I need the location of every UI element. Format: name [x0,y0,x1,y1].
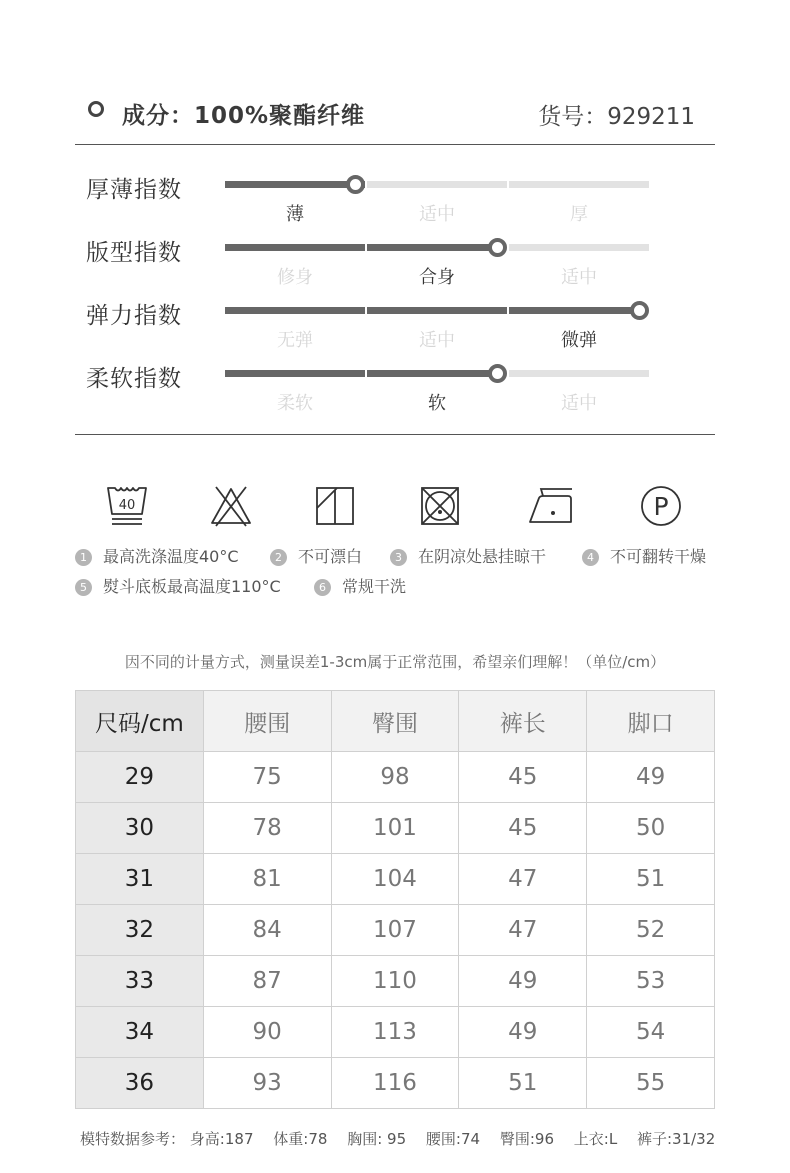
table-cell: 107 [331,905,459,956]
size-cell: 33 [76,956,204,1007]
size-cell: 31 [76,854,204,905]
table-cell: 81 [203,854,331,905]
index-row-elasticity [75,297,715,357]
table-cell: 84 [203,905,331,956]
model-stat: 腰围:74 [425,1130,481,1148]
care-label: 在阴凉处悬挂晾干 [418,547,547,566]
care-label: 不可翻转干燥 [610,547,707,566]
table-cell: 113 [331,1007,459,1058]
care-item-4 [582,544,706,567]
index-segment [225,244,365,251]
table-row [76,752,715,803]
model-stat: 体重:78 [273,1130,328,1148]
model-stat: 裤子:31/32 [636,1130,716,1148]
hang-dry-shade-icon [313,484,357,528]
size-cell: 36 [76,1058,204,1109]
index-segment [509,181,649,188]
index-name: 柔软指数 [86,366,182,392]
circle-bullet-icon [88,101,104,117]
table-cell: 87 [203,956,331,1007]
index-level-label: 薄 [286,204,304,225]
index-name: 弹力指数 [86,303,182,329]
index-marker [630,301,649,320]
model-reference-label: 模特数据参考： [80,1130,186,1148]
care-number-badge: 1 [75,549,92,566]
index-segment [225,307,365,314]
model-stat: 胸围: 95 [347,1130,407,1148]
index-segment [367,244,497,251]
header-cell: 裤长 [459,691,587,752]
table-cell: 90 [203,1007,331,1058]
header-cell: 臀围 [331,691,459,752]
index-level-label: 合身 [419,267,455,288]
table-cell: 110 [331,956,459,1007]
table-cell: 53 [587,956,715,1007]
composition-header [75,92,715,132]
care-item-6 [314,574,406,597]
dry-clean-p-icon [639,484,683,528]
index-row-softness [75,360,715,420]
index-segment [225,370,365,377]
care-label: 最高洗涤温度40°C [103,547,239,566]
index-level-label: 适中 [419,204,455,225]
care-label: 常规干洗 [342,577,407,596]
table-cell: 47 [459,854,587,905]
table-cell: 49 [459,956,587,1007]
index-level-label: 微弹 [561,330,597,351]
table-row [76,803,715,854]
table-cell: 116 [331,1058,459,1109]
care-item-2 [270,544,362,567]
index-segment [509,370,649,377]
care-number-badge: 4 [582,549,599,566]
index-segment [367,181,507,188]
wash-40-icon [105,484,149,528]
model-stat: 身高:187 [189,1130,254,1148]
index-row-thickness [75,171,715,231]
table-cell: 78 [203,803,331,854]
index-level-label: 修身 [277,267,313,288]
table-cell: 45 [459,803,587,854]
table-cell: 104 [331,854,459,905]
size-cell: 29 [76,752,204,803]
item-number: 货号：929211 [538,104,695,130]
size-table [75,690,715,1109]
table-row [76,1007,715,1058]
table-row [76,1058,715,1109]
index-marker [488,364,507,383]
table-cell: 101 [331,803,459,854]
index-level-label: 厚 [570,204,588,225]
index-level-label: 无弹 [277,330,313,351]
care-number-badge: 6 [314,579,331,596]
model-reference [80,1128,715,1149]
index-name: 版型指数 [86,240,182,266]
care-item-3 [390,544,546,567]
wash-temp-label: 40 [118,498,136,513]
size-cell: 30 [76,803,204,854]
table-cell: 45 [459,752,587,803]
top-divider [75,144,715,145]
index-segment [509,307,639,314]
index-divider [75,434,715,435]
care-number-badge: 2 [270,549,287,566]
care-label: 熨斗底板最高温度110°C [103,577,281,596]
size-table-header [76,691,715,752]
no-tumble-dry-icon [418,484,462,528]
size-cell: 34 [76,1007,204,1058]
size-cell: 32 [76,905,204,956]
care-number-badge: 3 [390,549,407,566]
header-cell: 脚口 [587,691,715,752]
table-row [76,905,715,956]
index-level-label: 适中 [561,393,597,414]
care-item-5 [75,574,281,597]
table-cell: 55 [587,1058,715,1109]
table-row [76,854,715,905]
model-stat: 臀围:96 [499,1130,554,1148]
care-number-badge: 5 [75,579,92,596]
index-level-label: 柔软 [277,393,313,414]
index-level-label: 软 [428,393,446,414]
table-cell: 75 [203,752,331,803]
index-segment [367,370,497,377]
table-cell: 52 [587,905,715,956]
index-level-label: 适中 [419,330,455,351]
iron-low-icon [528,484,578,528]
model-stat: 上衣:L [573,1130,618,1148]
table-cell: 51 [587,854,715,905]
index-segment [367,307,507,314]
table-cell: 54 [587,1007,715,1058]
table-cell: 98 [331,752,459,803]
table-cell: 51 [459,1058,587,1109]
measurement-note: 因不同的计量方式，测量误差1-3cm属于正常范围，希望亲们理解！（单位/cm） [124,653,666,671]
index-segment [509,244,649,251]
care-label: 不可漂白 [298,547,363,566]
care-item-1 [75,544,239,567]
table-cell: 93 [203,1058,331,1109]
table-cell: 50 [587,803,715,854]
index-row-fit [75,234,715,294]
header-cell: 腰围 [203,691,331,752]
table-cell: 49 [459,1007,587,1058]
index-marker [346,175,365,194]
table-cell: 49 [587,752,715,803]
no-bleach-icon [209,484,253,528]
table-row [76,956,715,1007]
index-name: 厚薄指数 [86,177,182,203]
index-segment-fill [225,181,356,188]
header-cell: 尺码/cm [76,691,204,752]
index-level-label: 适中 [561,267,597,288]
fabric-composition: 成分：100%聚酯纤维 [122,103,366,129]
dry-clean-letter: P [653,492,669,521]
index-marker [488,238,507,257]
table-cell: 47 [459,905,587,956]
